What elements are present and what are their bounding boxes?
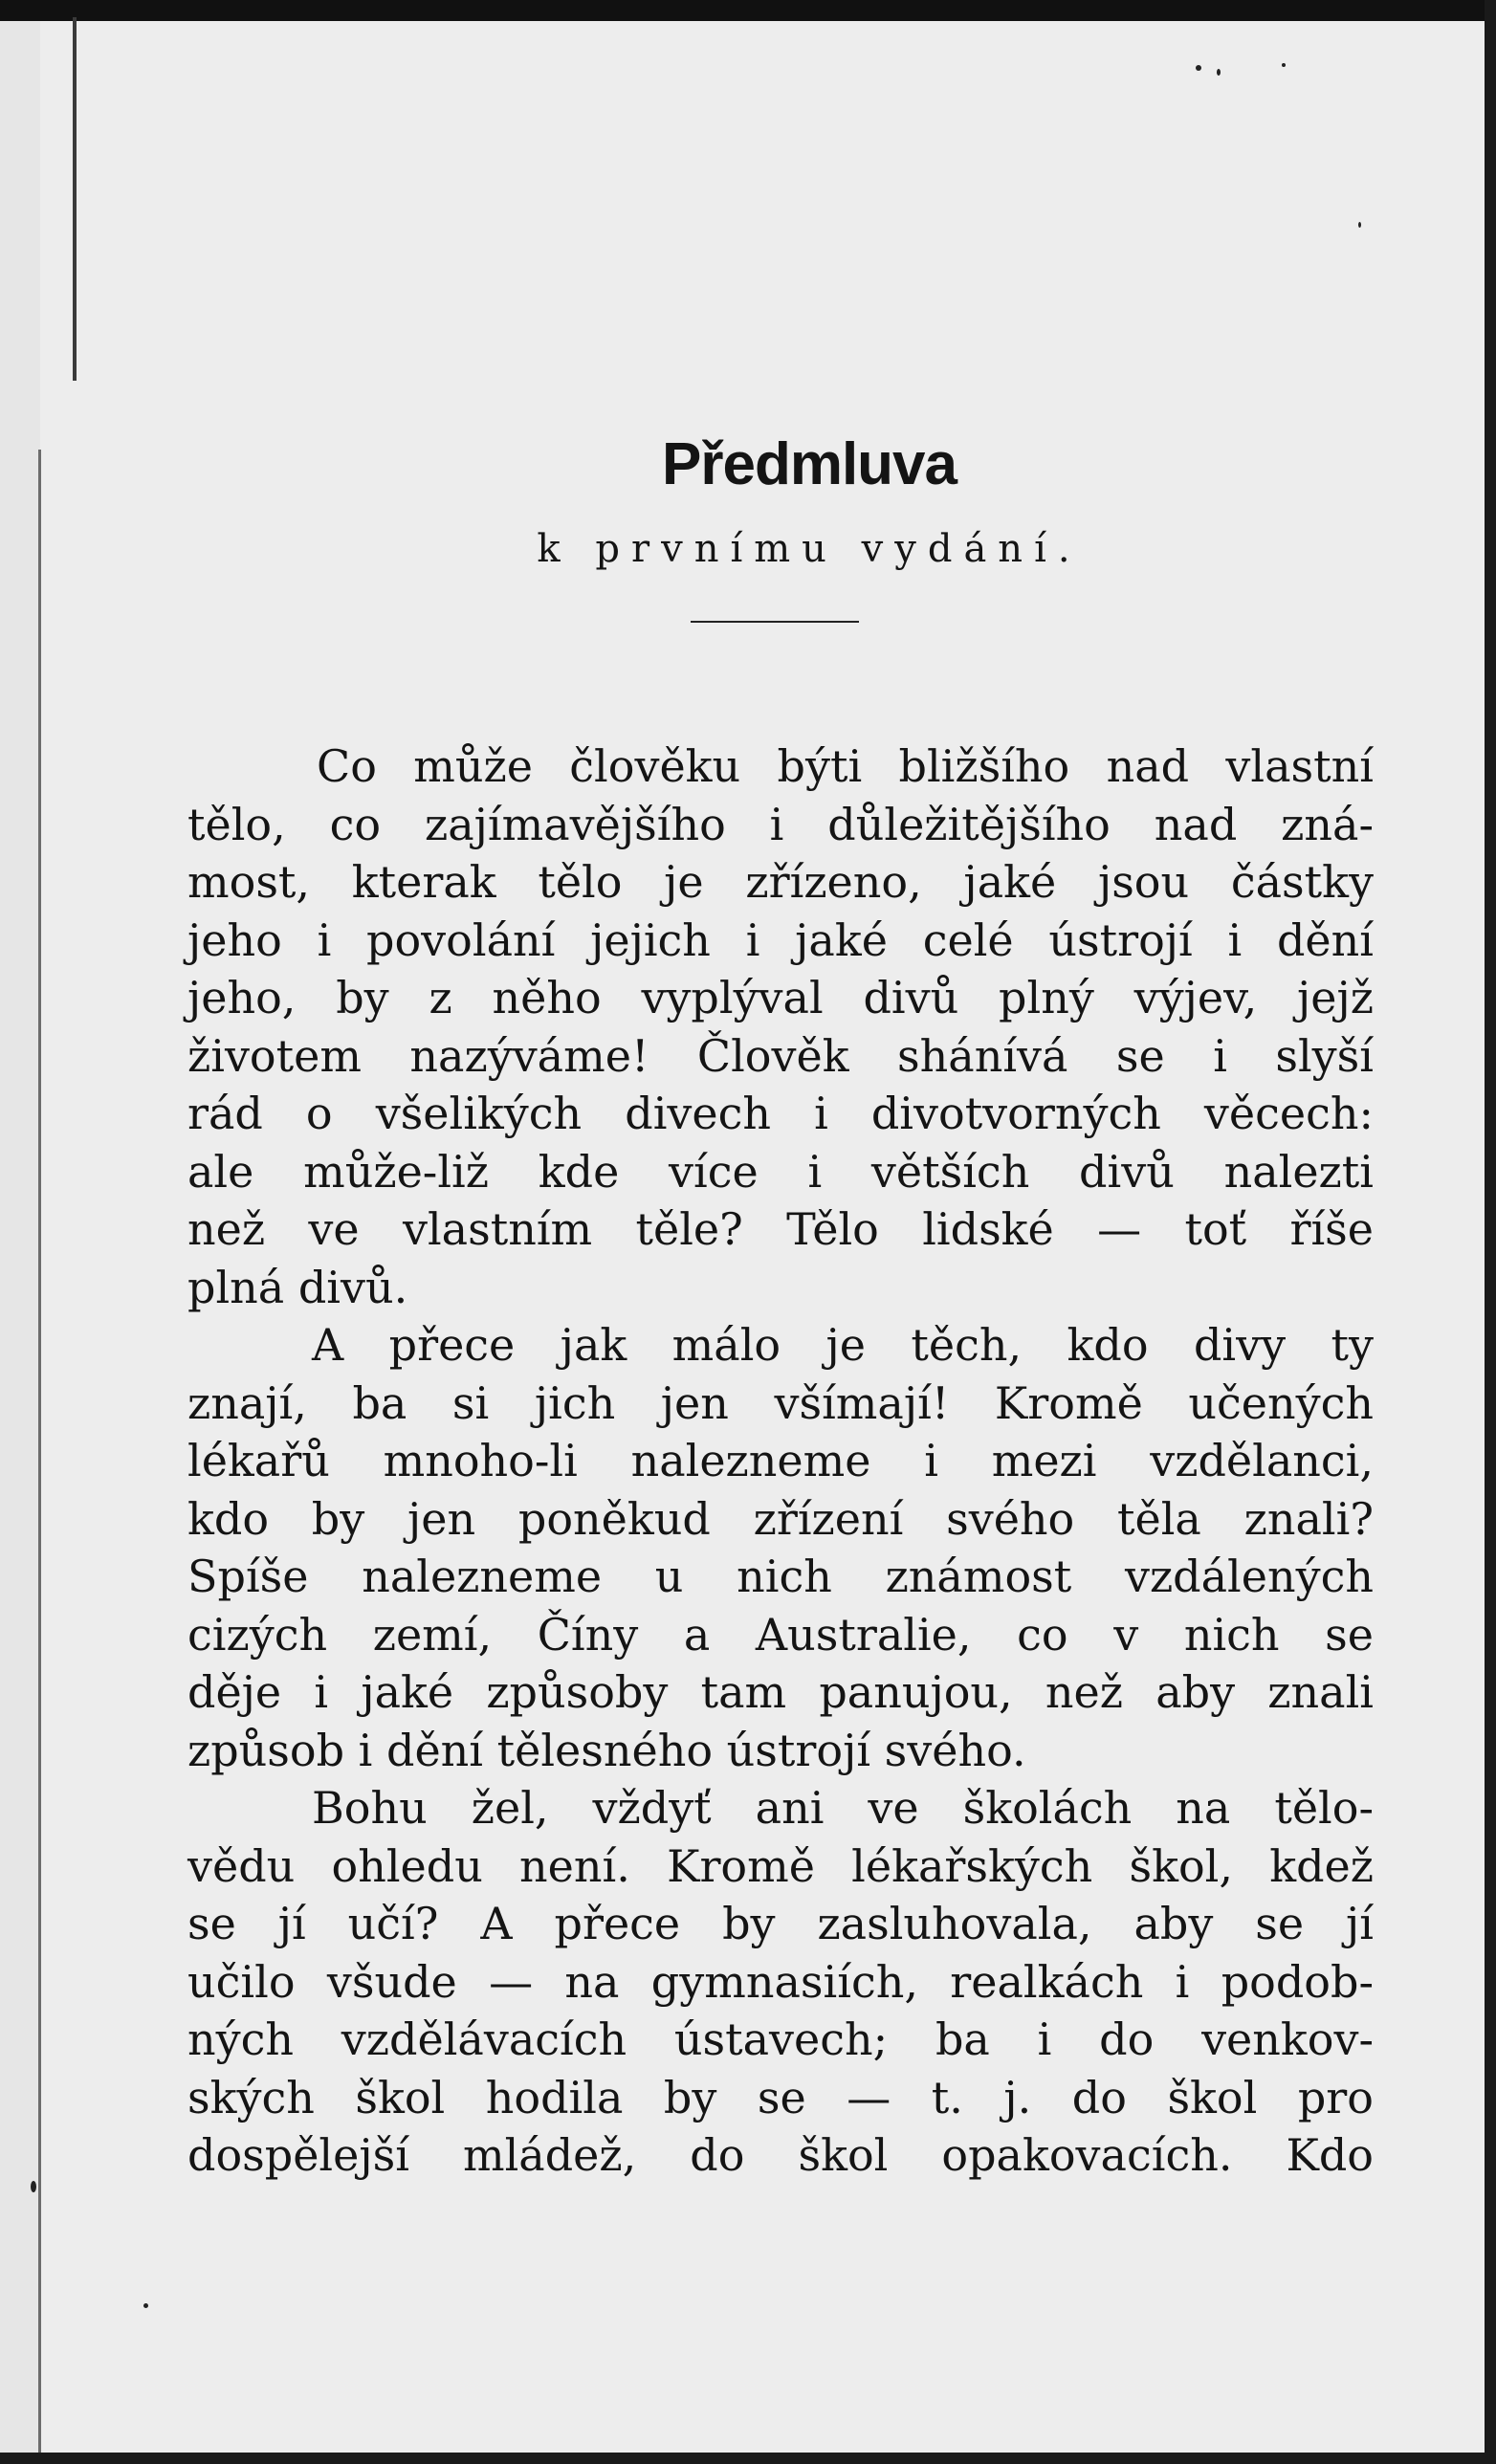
scan-left-margin (0, 0, 40, 2464)
paragraph-2 (187, 1316, 1374, 1779)
text-line: plná divů. (187, 1261, 408, 1313)
binding-shadow (38, 450, 41, 2458)
ink-speck (1196, 65, 1201, 71)
text-line: jeho, by z něho vyplýval divů plný výjev, jejž (187, 972, 1374, 1023)
text-line: učilo všude — na gymnasiích, realkách i podob- (187, 1955, 1374, 2008)
text-line: cizých zemí, Číny a Australie, co v nich se (187, 1608, 1374, 1661)
page-title: Předmluva (661, 431, 957, 497)
text-line: se jí učí? A přece by zasluhovala, aby se jí (187, 1898, 1374, 1949)
text-line: ských škol hodila by se — t. j. do škol pro (187, 2071, 1374, 2123)
page-subtitle: k prvnímu vydání. (537, 527, 1082, 571)
text-line: ných vzdělávacích ústavech; ba i do venkov- (187, 2013, 1374, 2065)
text-line: znají, ba si jich jen všímají! Kromě učených (187, 1376, 1374, 1429)
text-line: rád o všelikých divech i divotvorných věcech: (187, 1088, 1374, 1139)
title-divider (691, 621, 859, 623)
text-line: vědu ohledu není. Kromě lékařských škol, kdež (187, 1839, 1374, 1892)
text-line: dospělejší mládež, do škol opakovacích. Kdo (187, 2129, 1374, 2181)
binding-shadow-top (73, 17, 77, 381)
scan-right-edge (1485, 0, 1496, 2464)
text-line: děje i jaké způsoby tam panujou, než aby znali (187, 1666, 1374, 1718)
ink-speck (1217, 69, 1221, 76)
ink-speck (1358, 222, 1361, 228)
text-line: způsob i dění tělesného ústrojí svého. (187, 1724, 1026, 1776)
scan-bottom-edge (0, 2453, 1496, 2464)
paragraph-1 (187, 737, 1374, 1316)
text-line: životem nazýváme! Člověk shánívá se i slyší (187, 1029, 1374, 1082)
text-line: lékařů mnoho-li nalezneme i mezi vzdělanci, (187, 1435, 1374, 1486)
text-line: než ve vlastním těle? Tělo lidské — toť říše (187, 1203, 1374, 1255)
text-line: Bohu žel, vždyť ani ve školách na tělo- (312, 1782, 1374, 1834)
paragraph-3 (187, 1779, 1374, 2185)
ink-speck (31, 2181, 36, 2192)
text-line: Co může člověku býti bližšího nad vlastní (317, 740, 1374, 792)
ink-speck (143, 2303, 148, 2308)
text-line: most, kterak tělo je zřízeno, jaké jsou částky (187, 856, 1374, 908)
text-line: ale může-liž kde více i větších divů nalezti (187, 1145, 1374, 1198)
text-line: jeho i povolání jejich i jaké celé ústrojí i dění (187, 913, 1374, 966)
text-line: tělo, co zajímavějšího i důležitějšího nad zná- (187, 798, 1374, 850)
ink-speck (1282, 63, 1286, 67)
text-line: A přece jak málo je těch, kdo divy ty (312, 1319, 1374, 1371)
text-line: Spíše nalezneme u nich známost vzdálených (187, 1551, 1374, 1602)
document-body (187, 430, 1374, 2185)
scan-top-edge (0, 0, 1496, 21)
text-line: kdo by jen poněkud zřízení svého těla znali? (187, 1492, 1374, 1545)
